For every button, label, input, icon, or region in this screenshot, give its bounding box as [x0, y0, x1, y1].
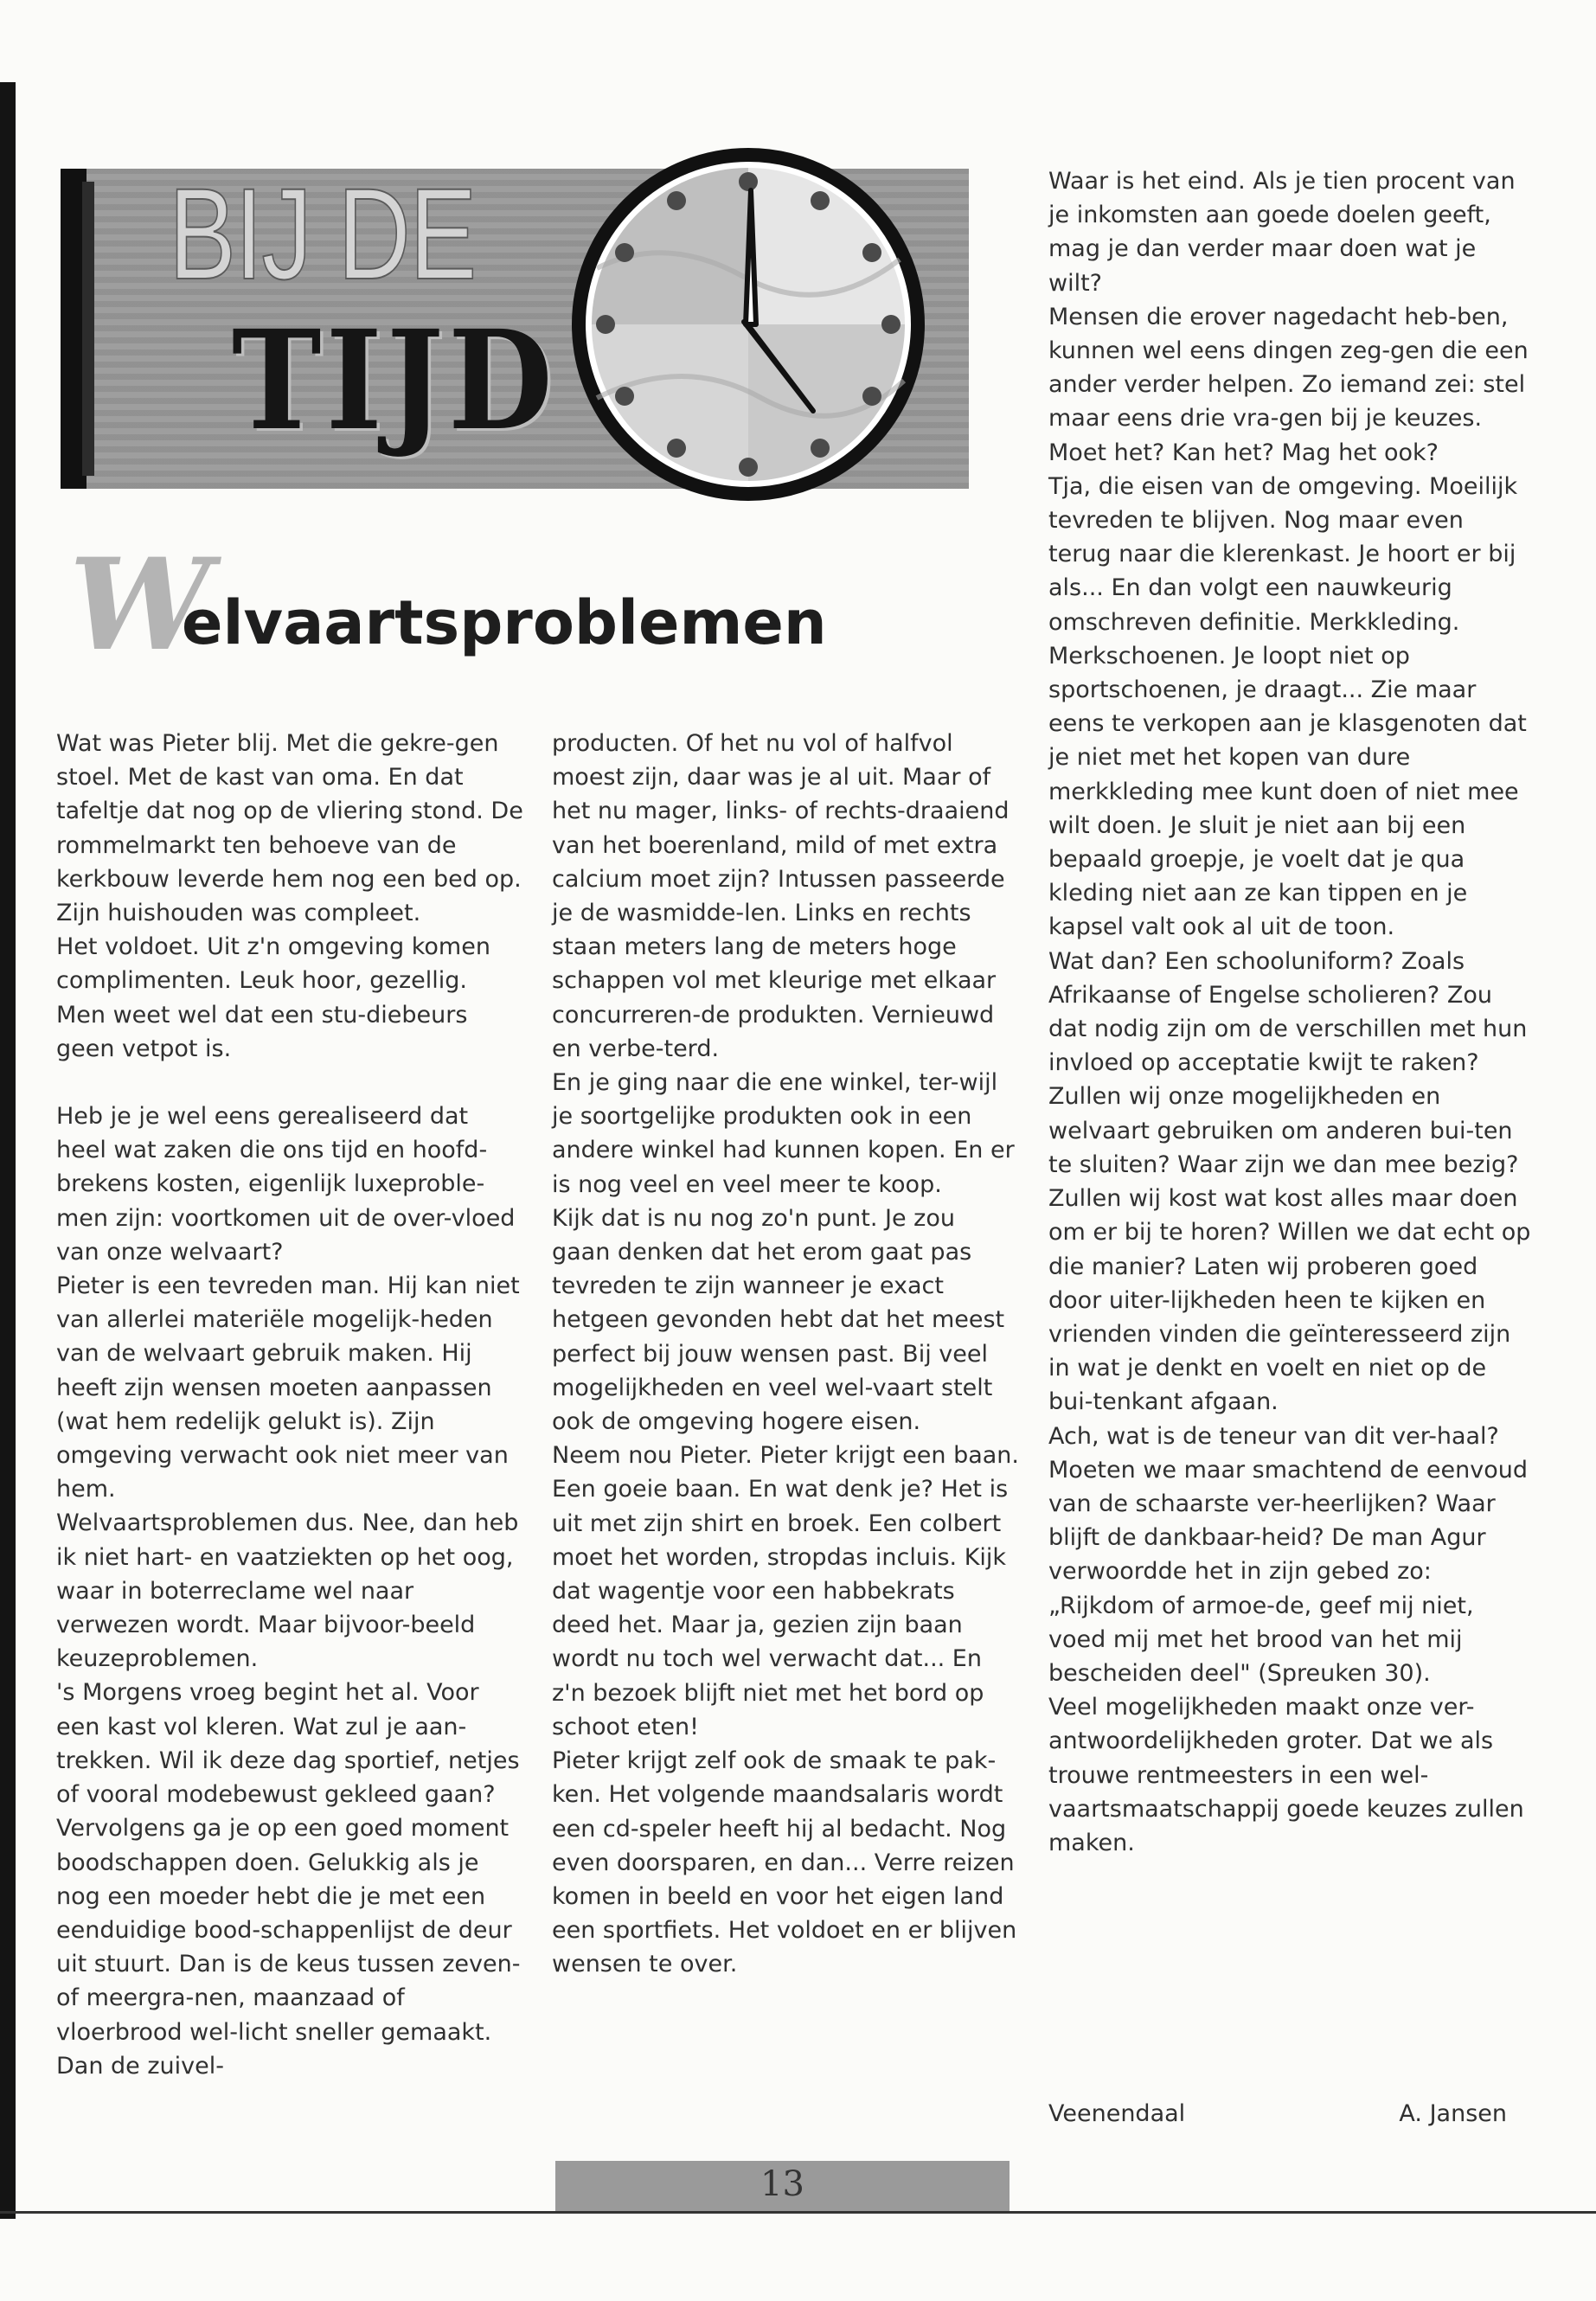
paragraph: Vervolgens ga je op een goed moment boodschappen doen. Gelukkig als je nog een moeder hebt die je met een eenduidige bood-schappenlijst de deur uit stuurt. Dan is de keus tussen zeven- of meergra-nen, maanzaad of vloerbrood wel-licht sneller gemaakt. Dan de zuivel- [56, 1815, 521, 2080]
paragraph: Veel mogelijkheden maakt onze ver-antwoordelijkheden groter. Dat we als trouwe rentmeesters in een wel-vaartsmaatschappij goede keuzes zullen maken. [1048, 1694, 1524, 1856]
paragraph: 's Morgens vroeg begint het al. Voor een kast vol kleren. Wat zul je aan-trekken. Wil ik deze dag sportief, netjes of vooral modebewust gekleed gaan? [56, 1679, 520, 1809]
author-name: A. Jansen [1399, 2100, 1507, 2127]
paragraph: Wat dan? Een schooluniform? Zoals Afrikaanse of Engelse scholieren? Zou dat nodig zijn om de verschillen met hun invloed op acceptatie kwijt te raken? [1048, 947, 1528, 1077]
paragraph: En je ging naar die ene winkel, ter-wijl je soortgelijke produkten ook in een andere winkel had kunnen kopen. En er is nog veel en veel meer te koop. [552, 1069, 1015, 1198]
paragraph: Pieter krijgt zelf ook de smaak te pak-ken. Het volgende maandsalaris wordt een cd-speler heeft hij al bedacht. Nog even doorsparen, en dan... Verre reizen komen in beeld en voor het eigen land een sportfiets. Het voldoet en er blijven wensen te over. [552, 1747, 1017, 1978]
headline-text: elvaartsproblemen [181, 587, 827, 658]
section-title-line1: BIJ DE [169, 161, 476, 306]
scan-edge-bottom [0, 2211, 1596, 2214]
text-column-1 [56, 727, 523, 2083]
paragraph: Kijk dat is nu nog zo'n punt. Je zou gaan denken dat het erom gaat pas tevreden te zijn wanneer je exact hetgeen gevonden hebt dat het meest perfect bij jouw wensen past. Bij veel mogelijkheden en veel wel-vaart stelt ook de omgeving hogere eisen. [552, 1204, 1005, 1436]
paragraph: Wat was Pieter blij. Met die gekre-gen stoel. Met de kast van oma. En dat tafeltje dat nog op de vliering stond. De rommelmarkt ten behoeve van de kerkbouw leverde hem nog een bed op. Zijn huishouden was compleet. [56, 730, 523, 927]
scan-edge-left [0, 82, 16, 2219]
paragraph: Neem nou Pieter. Pieter krijgt een baan. Een goeie baan. En wat denk je? Het is uit met zijn shirt en broek. Een colbert moet het worden, stropdas incluis. Kijk dat wagentje voor een habbekrats deed het. Maar ja, gezien zijn baan wordt nu toch wel verwacht dat... En z'n bezoek blijft niet met het bord op schoot eten! [552, 1442, 1019, 1740]
paragraph: Mensen die erover nagedacht heb-ben, kunnen wel eens dingen zeg-gen die een ander verder helpen. Zo iemand zei: stel maar eens drie vra-gen bij je keuzes. Moet het? Kan het? Mag het ook? [1048, 303, 1529, 466]
page-number-bar [555, 2161, 1010, 2211]
paragraph: Het voldoet. Uit z'n omgeving komen complimenten. Leuk hoor, gezellig. Men weet wel dat een stu-diebeurs geen vetpot is. [56, 933, 490, 1062]
text-column-3 [1048, 164, 1533, 1860]
paragraph: Heb je je wel eens gerealiseerd dat heel wat zaken die ons tijd en hoofd-brekens kosten, eigenlijk luxeproble-men zijn: voortkomen uit de over-vloed van onze welvaart? [56, 1103, 516, 1266]
paragraph: Welvaartsproblemen dus. Nee, dan heb ik niet hart- en vaatziekten op het oog, waar in boterreclame wel naar verwezen wordt. Maar bijvoor-beeld keuzeproblemen. [56, 1509, 519, 1673]
paragraph: Pieter is een tevreden man. Hij kan niet van allerlei materiële mogelijk-heden van de welvaart gebruik maken. Hij heeft zijn wensen moeten aanpassen (wat hem redelijk gelukt is). Zijn omgeving verwacht ook niet meer van hem. [56, 1272, 520, 1503]
banner-end-cap-inner [82, 182, 94, 476]
clock-illustration [562, 138, 934, 510]
paragraph: Tja, die eisen van de omgeving. Moeilijk tevreden te blijven. Nog maar even terug naar die klerenkast. Je hoort er bij als... En dan volgt een nauwkeurig omschreven definitie. Merkkleding. Merkschoenen. Je loopt niet op sportschoenen, je draagt... Zie maar eens te verkopen aan je klasgenoten dat je niet met het kopen van dure merkkleding mee kunt doen of niet mee wilt doen. Je sluit je niet aan bij een bepaald groepje, je voelt dat je qua kleding niet aan ze kan tippen en je kapsel valt ook al uit de toon. [1048, 472, 1527, 941]
paragraph: Zullen wij onze mogelijkheden en welvaart gebruiken om anderen bui-ten te sluiten? Waar zijn we dan mee bezig? Zullen wij kost wat kost alles maar doen om er bij te horen? Willen we dat echt op die manier? Laten wij proberen goed door uiter-lijkheden heen te kijken en vrienden vinden die geïnteresseerd zijn in wat je denkt en voelt en niet op de bui-tenkant afgaan. [1048, 1083, 1531, 1416]
paragraph: producten. Of het nu vol of halfvol moest zijn, daar was je al uit. Maar of het nu mager, links- of rechts-draaiend van het boerenland, mild of met extra calcium moet zijn? Intussen passeerde je de wasmidde-len. Links en rechts staan meters lang de meters hoge schappen vol met kleurige met elkaar concurreren-de produkten. Vernieuwd en verbe-terd. [552, 730, 1010, 1062]
paragraph: Ach, wat is de teneur van dit ver-haal? Moeten we maar smachtend de eenvoud van de schaarste ver-heerlijken? Waar blijft de dankbaar-heid? De man Agur verwoordde het in zijn gebed zo: „Rijkdom of armoe-de, geef mij niet, voed mij met het brood van het mij bescheiden deel" (Spreuken 30). [1048, 1422, 1528, 1687]
page-number: 13 [760, 2164, 804, 2204]
headline-initial: W [69, 531, 182, 679]
article-headline [69, 531, 827, 679]
paragraph: Waar is het eind. Als je tien procent van je inkomsten aan goede doelen geeft, mag je dan verder maar doen wat je wilt? [1048, 168, 1516, 297]
section-title-line2: TIJD [232, 301, 557, 461]
author-place: Veenendaal [1048, 2100, 1186, 2127]
text-column-2 [552, 727, 1019, 1982]
